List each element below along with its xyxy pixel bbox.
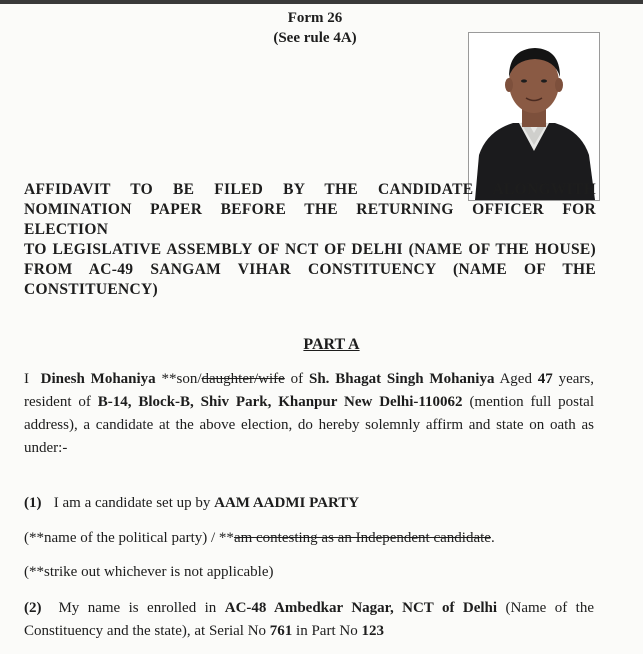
form-header (180, 8, 450, 48)
candidate-address: B-14, Block-B, Shiv Park, Khanpur New Delhi-110062 (97, 394, 463, 410)
affidavit-line-5: CONSTITUENCY) (24, 281, 158, 298)
note-prefix: (**name of the political party) / ** (24, 530, 234, 546)
intro-paragraph (24, 368, 594, 460)
affidavit-line-3: TO LEGISLATIVE ASSEMBLY OF NCT OF DELHI (NAME OF THE HOUSE) (24, 241, 596, 258)
aged-label: Aged (499, 371, 532, 387)
item-1-note (24, 527, 594, 550)
years-resident: years, resident of (24, 371, 595, 410)
part-number: 123 (361, 623, 384, 639)
after-address: (mention full postal address), a candidate at the above election, do hereby solemnly affirm and state on oath as under:- (24, 394, 595, 456)
after-constituency: (Name of the Constituency and the state), at Serial No (24, 600, 595, 639)
rule-reference: (See rule 4A) (273, 30, 357, 46)
top-edge-bar (0, 0, 643, 4)
item-2 (24, 597, 594, 643)
item-2-number: (2) (24, 600, 42, 616)
party-name: AAM AADMI PARTY (214, 495, 360, 511)
form-title: Form 26 (287, 10, 343, 26)
relation-struck: daughter/wife (201, 371, 285, 387)
strike-out-note (24, 561, 594, 584)
note-suffix: . (490, 530, 495, 546)
relation-prefix: **son/ (161, 371, 202, 387)
item-1 (24, 492, 594, 515)
enrolled-constituency: AC-48 Ambedkar Nagar, NCT of Delhi (224, 600, 498, 616)
affidavit-line-1: AFFIDAVIT TO BE FILED BY THE CANDIDATE ALONGWITH (24, 181, 596, 198)
part-title: PART A (303, 336, 360, 353)
item-1-number: (1) (24, 495, 42, 511)
intro-of: of (290, 371, 304, 387)
candidate-name: Dinesh Mohaniya (40, 371, 156, 387)
candidate-age: 47 (537, 371, 553, 387)
note-struck: am contesting as an Independent candidate (233, 530, 491, 546)
strike-note-text: (**strike out whichever is not applicable) (24, 564, 274, 580)
father-name: Sh. Bhagat Singh Mohaniya (308, 371, 495, 387)
intro-i: I (24, 371, 29, 387)
serial-number: 761 (269, 623, 293, 639)
part-heading (0, 336, 643, 354)
affidavit-heading (24, 180, 596, 300)
candidate-portrait-image (469, 33, 599, 200)
in-part: in Part No (296, 623, 358, 639)
affidavit-line-2: NOMINATION PAPER BEFORE THE RETURNING OFFICER FOR ELECTION (24, 201, 596, 238)
item-2-text: My name is enrolled in (58, 600, 217, 616)
candidate-photo (468, 32, 600, 201)
affidavit-line-4: FROM AC-49 SANGAM VIHAR CONSTITUENCY (NAME OF THE (24, 261, 596, 278)
item-1-text: I am a candidate set up by (53, 495, 211, 511)
